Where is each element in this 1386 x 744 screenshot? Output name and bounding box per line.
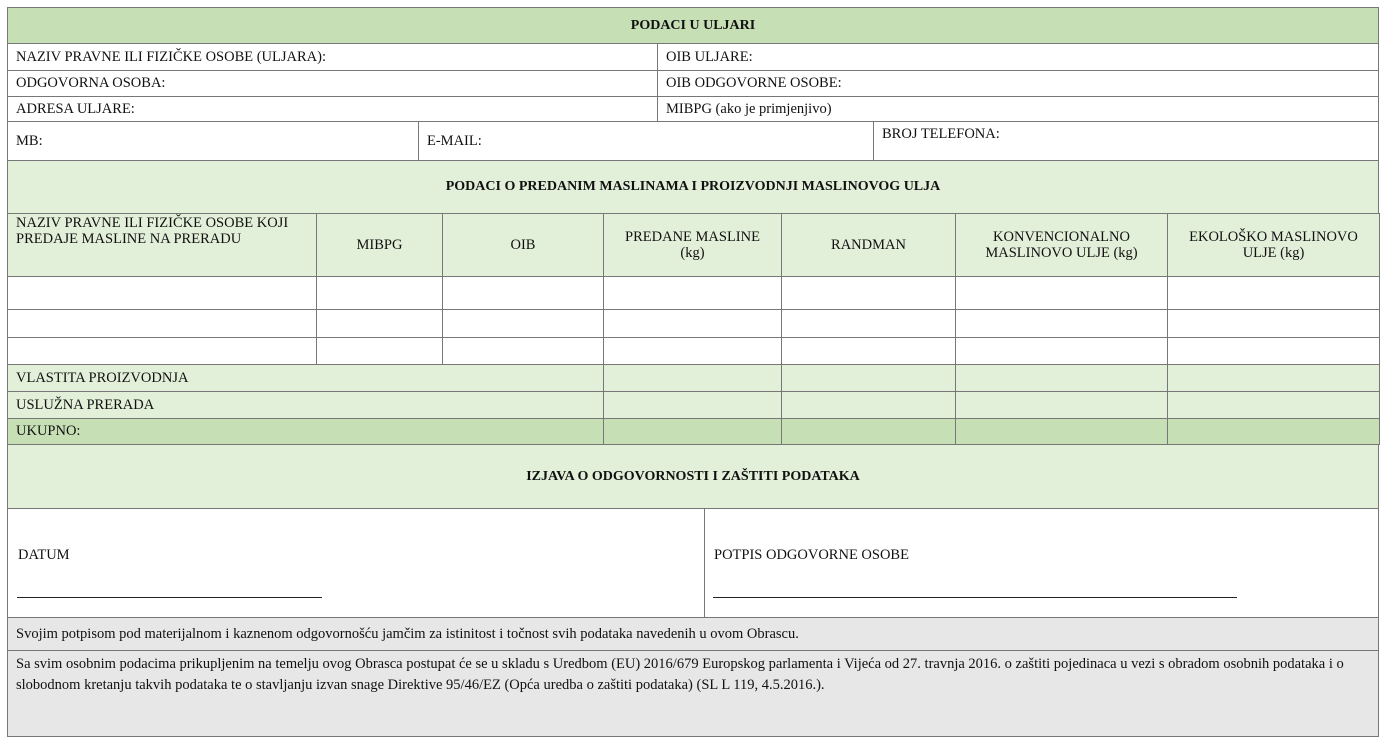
- table-input-cell[interactable]: [603, 276, 782, 310]
- adresa-field[interactable]: ADRESA ULJARE:: [7, 96, 658, 122]
- table-input-cell[interactable]: [316, 337, 443, 365]
- table-input-cell[interactable]: [781, 309, 956, 338]
- table-input-cell[interactable]: [316, 309, 443, 338]
- section-izjava-title: IZJAVA O ODGOVORNOSTI I ZAŠTITI PODATAKA: [7, 444, 1379, 509]
- usluzna-prerada-label: USLUŽNA PRERADA: [7, 391, 604, 419]
- column-header: KONVENCIONALNO MASLINOVO ULJE (kg): [955, 213, 1168, 277]
- ukupno-cell[interactable]: [781, 418, 956, 445]
- usluzna-prerada-cell[interactable]: [955, 391, 1168, 419]
- statement-gdpr: Sa svim osobnim podacima prikupljenim na temelju ovog Obrasca postupat će se u skladu s Uredbom (EU) 2016/679 Europskog parlamenta i Vijeća od 27. travnja 2016. o zaštiti pojedinaca u vezi s obradom osobnih podataka i o slobodnom kretanju takvih podataka te o stavljanju izvan snage Direktive 95/46/EZ (Opća uredba o zaštiti podataka) (SL L 119, 4.5.2016.).: [7, 650, 1379, 737]
- usluzna-prerada-cell[interactable]: [603, 391, 782, 419]
- table-input-cell[interactable]: [781, 337, 956, 365]
- potpis-signature-line: [713, 597, 1237, 598]
- vlastita-proizvodnja-cell[interactable]: [781, 364, 956, 392]
- column-header: EKOLOŠKO MASLINOVO ULJE (kg): [1167, 213, 1380, 277]
- potpis-label: POTPIS ODGOVORNE OSOBE: [714, 547, 909, 563]
- vlastita-proizvodnja-label: VLASTITA PROIZVODNJA: [7, 364, 604, 392]
- vlastita-proizvodnja-cell[interactable]: [603, 364, 782, 392]
- potpis-cell[interactable]: [704, 508, 1379, 618]
- usluzna-prerada-cell[interactable]: [1167, 391, 1380, 419]
- section-masline-title: PODACI O PREDANIM MASLINAMA I PROIZVODNJI MASLINOVOG ULJA: [7, 160, 1379, 214]
- datum-signature-line: [17, 597, 322, 598]
- table-input-cell[interactable]: [442, 309, 604, 338]
- table-input-cell[interactable]: [955, 276, 1168, 310]
- table-input-cell[interactable]: [7, 337, 317, 365]
- column-header: PREDANE MASLINE (kg): [603, 213, 782, 277]
- column-header: RANDMAN: [781, 213, 956, 277]
- mb-field[interactable]: MB:: [7, 121, 419, 161]
- oib-odgovorne-field[interactable]: OIB ODGOVORNE OSOBE:: [657, 70, 1379, 97]
- vlastita-proizvodnja-cell[interactable]: [1167, 364, 1380, 392]
- statement-responsibility: Svojim potpisom pod materijalnom i kaznenom odgovornošću jamčim za istinitost i točnost svih podataka navedenih u ovom Obrascu.: [7, 617, 1379, 651]
- datum-label: DATUM: [18, 547, 70, 563]
- mibpg-field[interactable]: MIBPG (ako je primjenjivo): [657, 96, 1379, 122]
- table-input-cell[interactable]: [442, 337, 604, 365]
- telefon-field[interactable]: BROJ TELEFONA:: [873, 121, 1379, 161]
- vlastita-proizvodnja-cell[interactable]: [955, 364, 1168, 392]
- section-uljara-title: PODACI U ULJARI: [7, 7, 1379, 44]
- oib-uljare-field[interactable]: OIB ULJARE:: [657, 43, 1379, 71]
- odgovorna-osoba-field[interactable]: ODGOVORNA OSOBA:: [7, 70, 658, 97]
- table-input-cell[interactable]: [7, 309, 317, 338]
- table-input-cell[interactable]: [1167, 337, 1380, 365]
- ukupno-label: UKUPNO:: [7, 418, 604, 445]
- table-input-cell[interactable]: [1167, 276, 1380, 310]
- usluzna-prerada-cell[interactable]: [781, 391, 956, 419]
- table-input-cell[interactable]: [7, 276, 317, 310]
- table-input-cell[interactable]: [955, 337, 1168, 365]
- ukupno-cell[interactable]: [955, 418, 1168, 445]
- table-input-cell[interactable]: [603, 309, 782, 338]
- table-input-cell[interactable]: [781, 276, 956, 310]
- table-input-cell[interactable]: [316, 276, 443, 310]
- column-header: MIBPG: [316, 213, 443, 277]
- email-field[interactable]: E-MAIL:: [418, 121, 874, 161]
- column-header: OIB: [442, 213, 604, 277]
- ukupno-cell[interactable]: [1167, 418, 1380, 445]
- datum-cell[interactable]: [7, 508, 705, 618]
- table-input-cell[interactable]: [603, 337, 782, 365]
- column-header: NAZIV PRAVNE ILI FIZIČKE OSOBE KOJI PREDAJE MASLINE NA PRERADU: [7, 213, 317, 277]
- table-input-cell[interactable]: [442, 276, 604, 310]
- table-input-cell[interactable]: [1167, 309, 1380, 338]
- naziv-field[interactable]: NAZIV PRAVNE ILI FIZIČKE OSOBE (ULJARA):: [7, 43, 658, 71]
- ukupno-cell[interactable]: [603, 418, 782, 445]
- table-input-cell[interactable]: [955, 309, 1168, 338]
